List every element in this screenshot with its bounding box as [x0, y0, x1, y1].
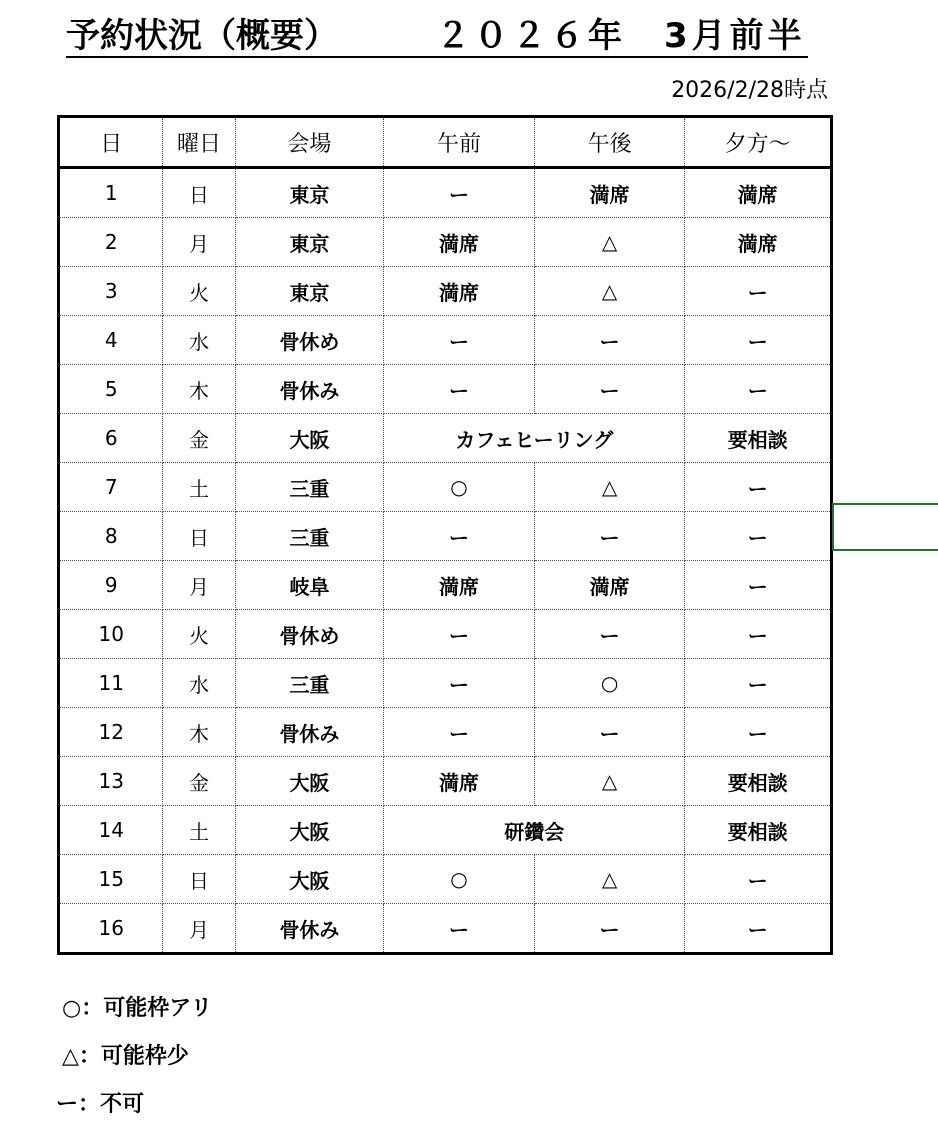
- cell-pm: ○: [534, 659, 685, 708]
- cell-evening: 要相談: [685, 757, 832, 806]
- cell-venue: 大阪: [235, 757, 384, 806]
- cell-evening: ー: [685, 512, 832, 561]
- cell-am: 満席: [384, 267, 535, 316]
- table-row: [59, 267, 832, 316]
- cell-pm: △: [534, 267, 685, 316]
- cell-evening: ー: [685, 659, 832, 708]
- cell-day: 12: [59, 708, 163, 757]
- cell-pm: ー: [534, 708, 685, 757]
- cell-am: ー: [384, 904, 535, 954]
- table-row: [59, 168, 832, 218]
- legend-triangle-icon: △: [62, 1044, 79, 1069]
- cell-dow: 金: [163, 757, 235, 806]
- cell-day: 5: [59, 365, 163, 414]
- cell-am: ー: [384, 708, 535, 757]
- legend-text: ：可能枠少: [78, 1044, 189, 1069]
- cell-day: 14: [59, 806, 163, 855]
- cell-evening: ー: [685, 316, 832, 365]
- cell-venue: 大阪: [235, 806, 384, 855]
- header-dow: 曜日: [163, 117, 235, 168]
- cell-am: ○: [384, 855, 535, 904]
- cell-evening: 要相談: [685, 806, 832, 855]
- cell-venue: 三重: [235, 659, 384, 708]
- cell-day: 6: [59, 414, 163, 463]
- cell-pm: ー: [534, 365, 685, 414]
- title-period: ２０２６年 3月前半: [436, 16, 806, 56]
- cell-venue: 東京: [235, 218, 384, 267]
- cell-pm: △: [534, 463, 685, 512]
- cell-venue: 骨休め: [235, 610, 384, 659]
- legend-circle-icon: ○: [62, 996, 82, 1021]
- table-row: [59, 561, 832, 610]
- cell-am-pm-merged: 研鑽会: [384, 806, 685, 855]
- header-day: 日: [59, 117, 163, 168]
- cell-dow: 月: [163, 218, 235, 267]
- cell-venue: 骨休み: [235, 904, 384, 954]
- cell-day: 15: [59, 855, 163, 904]
- cell-venue: 骨休み: [235, 708, 384, 757]
- cell-evening: ー: [685, 855, 832, 904]
- header-am: 午前: [384, 117, 535, 168]
- selected-cell-outline[interactable]: [832, 503, 938, 551]
- cell-am: 満席: [384, 218, 535, 267]
- table-row: [59, 904, 832, 954]
- cell-am: ー: [384, 610, 535, 659]
- cell-evening: ー: [685, 904, 832, 954]
- cell-pm: 満席: [534, 561, 685, 610]
- cell-venue: 東京: [235, 267, 384, 316]
- cell-dow: 火: [163, 610, 235, 659]
- cell-day: 4: [59, 316, 163, 365]
- cell-evening: ー: [685, 561, 832, 610]
- cell-day: 3: [59, 267, 163, 316]
- legend-few: [62, 1042, 189, 1072]
- cell-evening: ー: [685, 610, 832, 659]
- cell-day: 2: [59, 218, 163, 267]
- cell-dow: 木: [163, 708, 235, 757]
- cell-am: ー: [384, 168, 535, 218]
- cell-venue: 東京: [235, 168, 384, 218]
- cell-am: ○: [384, 463, 535, 512]
- table-row: [59, 365, 832, 414]
- table-row: [59, 806, 832, 855]
- table-row: [59, 218, 832, 267]
- cell-day: 8: [59, 512, 163, 561]
- cell-dow: 月: [163, 561, 235, 610]
- cell-am-pm-merged: カフェヒーリング: [384, 414, 685, 463]
- cell-day: 10: [59, 610, 163, 659]
- cell-day: 7: [59, 463, 163, 512]
- table-row: [59, 659, 832, 708]
- cell-day: 16: [59, 904, 163, 954]
- cell-evening: ー: [685, 365, 832, 414]
- cell-am: 満席: [384, 757, 535, 806]
- cell-dow: 土: [163, 806, 235, 855]
- cell-dow: 日: [163, 168, 235, 218]
- legend-available: [62, 994, 212, 1024]
- table-row: [59, 708, 832, 757]
- cell-evening: 満席: [685, 218, 832, 267]
- cell-pm: △: [534, 855, 685, 904]
- table-row: [59, 316, 832, 365]
- as-of-date: 2026/2/28時点: [671, 78, 828, 103]
- cell-dow: 火: [163, 267, 235, 316]
- table-row: [59, 463, 832, 512]
- cell-venue: 岐阜: [235, 561, 384, 610]
- cell-dow: 土: [163, 463, 235, 512]
- cell-am: ー: [384, 512, 535, 561]
- cell-am: ー: [384, 316, 535, 365]
- cell-pm: 満席: [534, 168, 685, 218]
- legend-text: ：可能枠アリ: [81, 996, 213, 1021]
- header-venue: 会場: [235, 117, 384, 168]
- legend-text: ：不可: [78, 1092, 145, 1117]
- cell-dow: 月: [163, 904, 235, 954]
- header-evening: 夕方～: [685, 117, 832, 168]
- cell-evening: ー: [685, 708, 832, 757]
- cell-evening: ー: [685, 463, 832, 512]
- cell-dow: 水: [163, 659, 235, 708]
- table-row: [59, 414, 832, 463]
- cell-dow: 日: [163, 855, 235, 904]
- cell-day: 1: [59, 168, 163, 218]
- cell-day: 13: [59, 757, 163, 806]
- table-row: [59, 757, 832, 806]
- cell-dow: 木: [163, 365, 235, 414]
- cell-day: 9: [59, 561, 163, 610]
- cell-venue: 三重: [235, 512, 384, 561]
- table-row: [59, 610, 832, 659]
- table-row: [59, 855, 832, 904]
- cell-pm: ー: [534, 512, 685, 561]
- cell-dow: 日: [163, 512, 235, 561]
- legend-dash-icon: ー: [56, 1092, 79, 1117]
- title-main: 予約状況（概要）: [66, 16, 338, 56]
- cell-evening: ー: [685, 267, 832, 316]
- cell-dow: 金: [163, 414, 235, 463]
- cell-venue: 骨休め: [235, 316, 384, 365]
- cell-venue: 大阪: [235, 414, 384, 463]
- cell-day: 11: [59, 659, 163, 708]
- cell-pm: ー: [534, 904, 685, 954]
- cell-venue: 骨休み: [235, 365, 384, 414]
- cell-am: ー: [384, 365, 535, 414]
- schedule-table: [57, 115, 833, 955]
- cell-venue: 三重: [235, 463, 384, 512]
- header-pm: 午後: [534, 117, 685, 168]
- cell-evening: 満席: [685, 168, 832, 218]
- table-row: [59, 512, 832, 561]
- cell-dow: 水: [163, 316, 235, 365]
- cell-am: 満席: [384, 561, 535, 610]
- cell-venue: 大阪: [235, 855, 384, 904]
- cell-pm: △: [534, 757, 685, 806]
- cell-pm: ー: [534, 316, 685, 365]
- cell-pm: ー: [534, 610, 685, 659]
- header-row: [59, 117, 832, 168]
- page-title: [66, 14, 808, 58]
- cell-pm: △: [534, 218, 685, 267]
- cell-evening: 要相談: [685, 414, 832, 463]
- legend-unavailable: [56, 1090, 144, 1120]
- cell-am: ー: [384, 659, 535, 708]
